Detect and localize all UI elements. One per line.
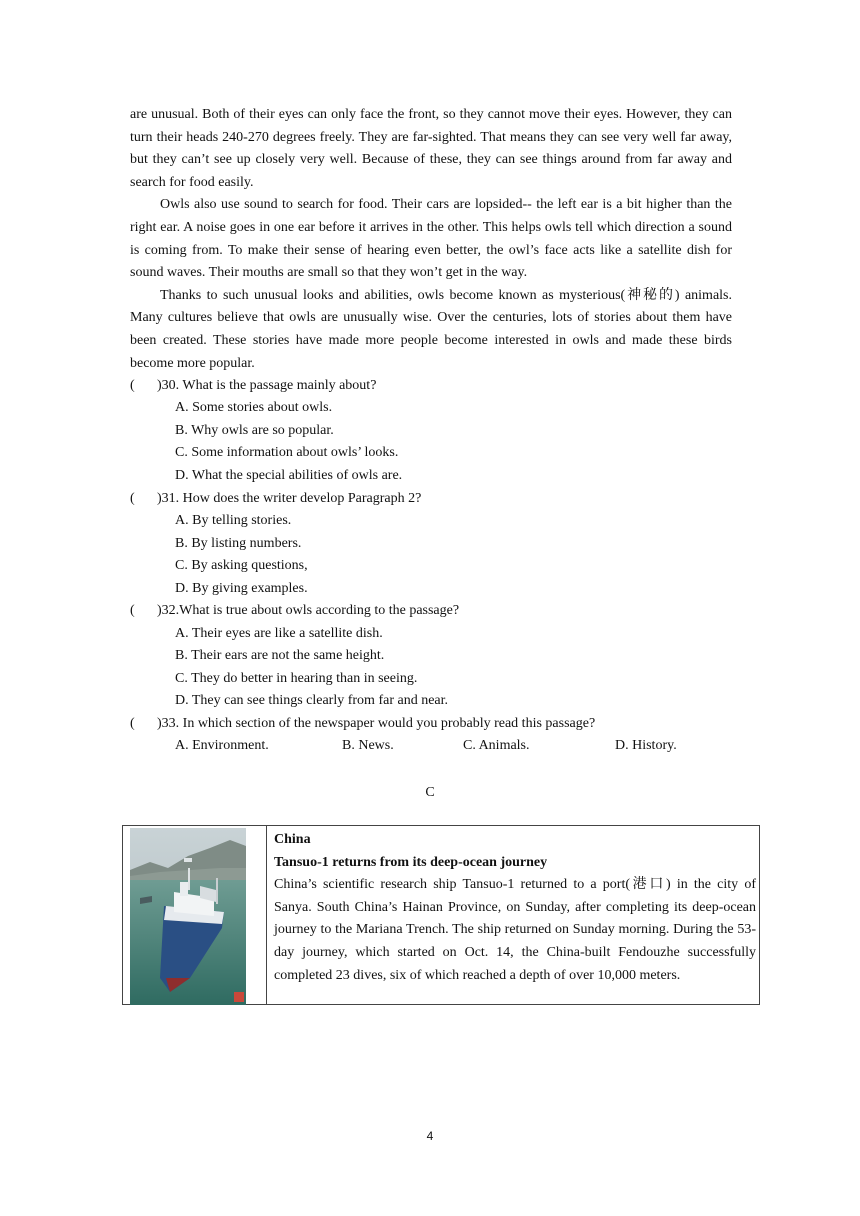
question-stem: )32.What is true about owls according to the passage? <box>157 603 460 618</box>
option-30-a: A. Some stories about owls. <box>175 400 333 415</box>
question-32 <box>130 600 750 623</box>
option-30-d: D. What the special abilities of owls are. <box>175 468 403 483</box>
question-33 <box>130 713 750 736</box>
option-31-b: B. By listing numbers. <box>175 536 302 551</box>
news-category: China <box>274 832 311 847</box>
question-stem: )33. In which section of the newspaper would you probably read this passage? <box>157 716 596 731</box>
option-33-b: B. News. <box>342 738 394 753</box>
news-image-cell <box>123 826 267 1004</box>
option-30-c: C. Some information about owls’ looks. <box>175 445 399 460</box>
news-headline: Tansuo-1 returns from its deep-ocean journey <box>274 854 548 870</box>
question-stem: )30. What is the passage mainly about? <box>157 378 377 393</box>
option-31-d: D. By giving examples. <box>175 581 308 596</box>
answer-blank[interactable]: ( <box>130 603 135 618</box>
option-31-a: A. By telling stories. <box>175 513 292 528</box>
news-table <box>122 825 760 1005</box>
news-body: China’s scientific research ship Tansuo-1 returned to a port(港口) in the city of Sanya. South China’s Hainan Province, on Sunday, after completing its deep-ocean journey to the Mariana Trench. The ship returned on Sunday morning. During the 53-day journey, which started on Oct. 14, the China-built Fendouzhe successfully completed 23 dives, six of which reached a depth of over 10,000 meters. <box>274 877 756 983</box>
option-33-c: C. Animals. <box>463 738 530 753</box>
question-stem: )31. How does the writer develop Paragraph 2? <box>157 491 422 506</box>
passage-text <box>130 104 732 375</box>
option-31-c: C. By asking questions, <box>175 558 308 573</box>
news-text-cell <box>274 829 756 987</box>
option-32-d: D. They can see things clearly from far and near. <box>175 693 449 708</box>
answer-blank[interactable]: ( <box>130 378 135 393</box>
ship-photo-image <box>130 828 246 1005</box>
option-33-d: D. History. <box>615 738 677 753</box>
paragraph-3: Thanks to such unusual looks and abilities, owls become known as mysterious(神秘的) animals. Many cultures believe that owls are unusually wise. Over the centuries, lots of stories about them have been created. These stories have made more people become interested in owls and made these birds become more popular. <box>130 287 732 371</box>
paragraph-1-continued: are unusual. Both of their eyes can only face the front, so they cannot move their eyes. However, they can turn their heads 240-270 degrees freely. They are far-sighted. That means they can see very well far away, but they can’t see up closely very well. Because of these, they can see things around from far away and search for food easily. <box>130 107 732 190</box>
answer-blank[interactable]: ( <box>130 716 135 731</box>
option-33-a: A. Environment. <box>175 738 269 753</box>
option-32-b: B. Their ears are not the same height. <box>175 648 385 663</box>
section-heading: C <box>425 785 435 800</box>
option-32-c: C. They do better in hearing than in seeing. <box>175 671 418 686</box>
option-32-a: A. Their eyes are like a satellite dish. <box>175 626 383 641</box>
question-30 <box>130 375 750 398</box>
paragraph-2: Owls also use sound to search for food. Their cars are lopsided-- the left ear is a bit higher than the right ear. A noise goes in one ear before it arrives in the other. This helps owls tell which direction a sound is coming from. To make their sense of hearing even better, the owl’s face acts like a satellite dish for sound waves. Their mouths are small so that they won’t get in the way. <box>130 197 732 281</box>
option-30-b: B. Why owls are so popular. <box>175 423 334 438</box>
answer-blank[interactable]: ( <box>130 491 135 506</box>
question-31 <box>130 488 750 511</box>
page-number: 4 <box>426 1129 434 1143</box>
